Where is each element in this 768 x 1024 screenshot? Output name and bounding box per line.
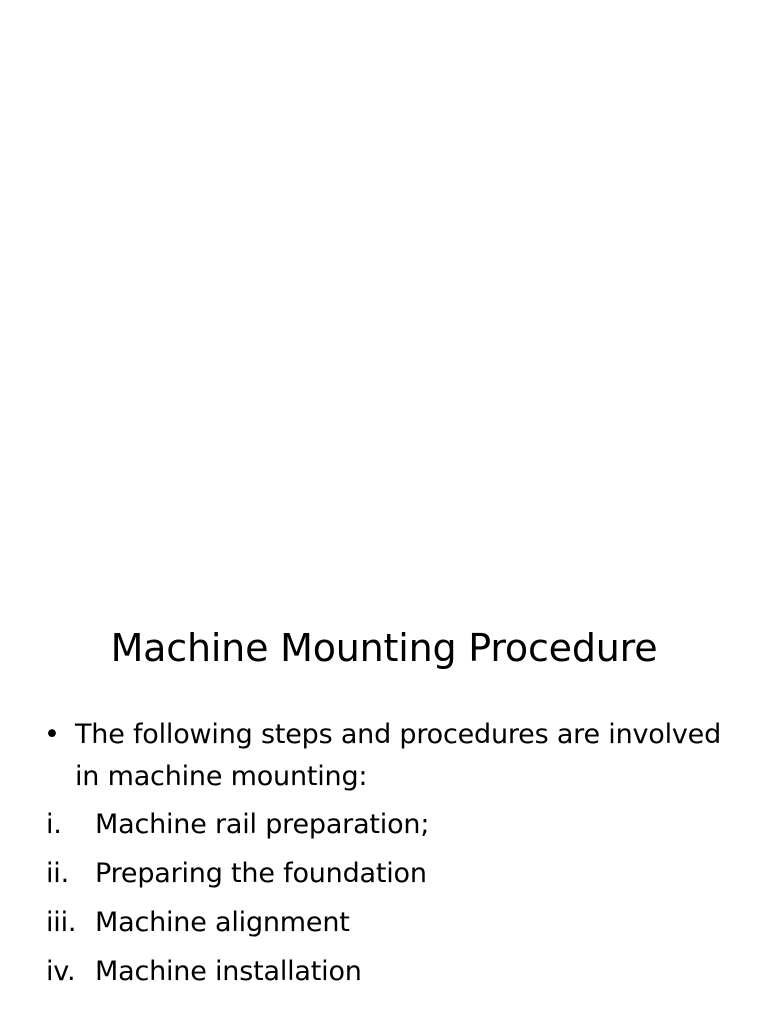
step-item xyxy=(44,951,744,1000)
step-item xyxy=(44,853,744,902)
step-text: Preparing the foundation xyxy=(95,858,427,889)
intro-text: The following steps and procedures are involved in machine mounting: xyxy=(75,719,722,792)
step-number: ii. xyxy=(46,858,69,889)
step-item xyxy=(44,902,744,951)
step-item xyxy=(44,804,744,853)
slide-content xyxy=(44,714,744,1000)
slide-title: Machine Mounting Procedure xyxy=(110,626,658,670)
step-number: i. xyxy=(46,809,62,840)
bullet-icon: • xyxy=(44,719,60,750)
step-number: iii. xyxy=(46,907,77,938)
step-text: Machine installation xyxy=(95,956,362,987)
step-number: iv. xyxy=(46,956,76,987)
intro-bullet-item xyxy=(44,714,744,798)
step-text: Machine alignment xyxy=(95,907,350,938)
step-text: Machine rail preparation; xyxy=(95,809,430,840)
